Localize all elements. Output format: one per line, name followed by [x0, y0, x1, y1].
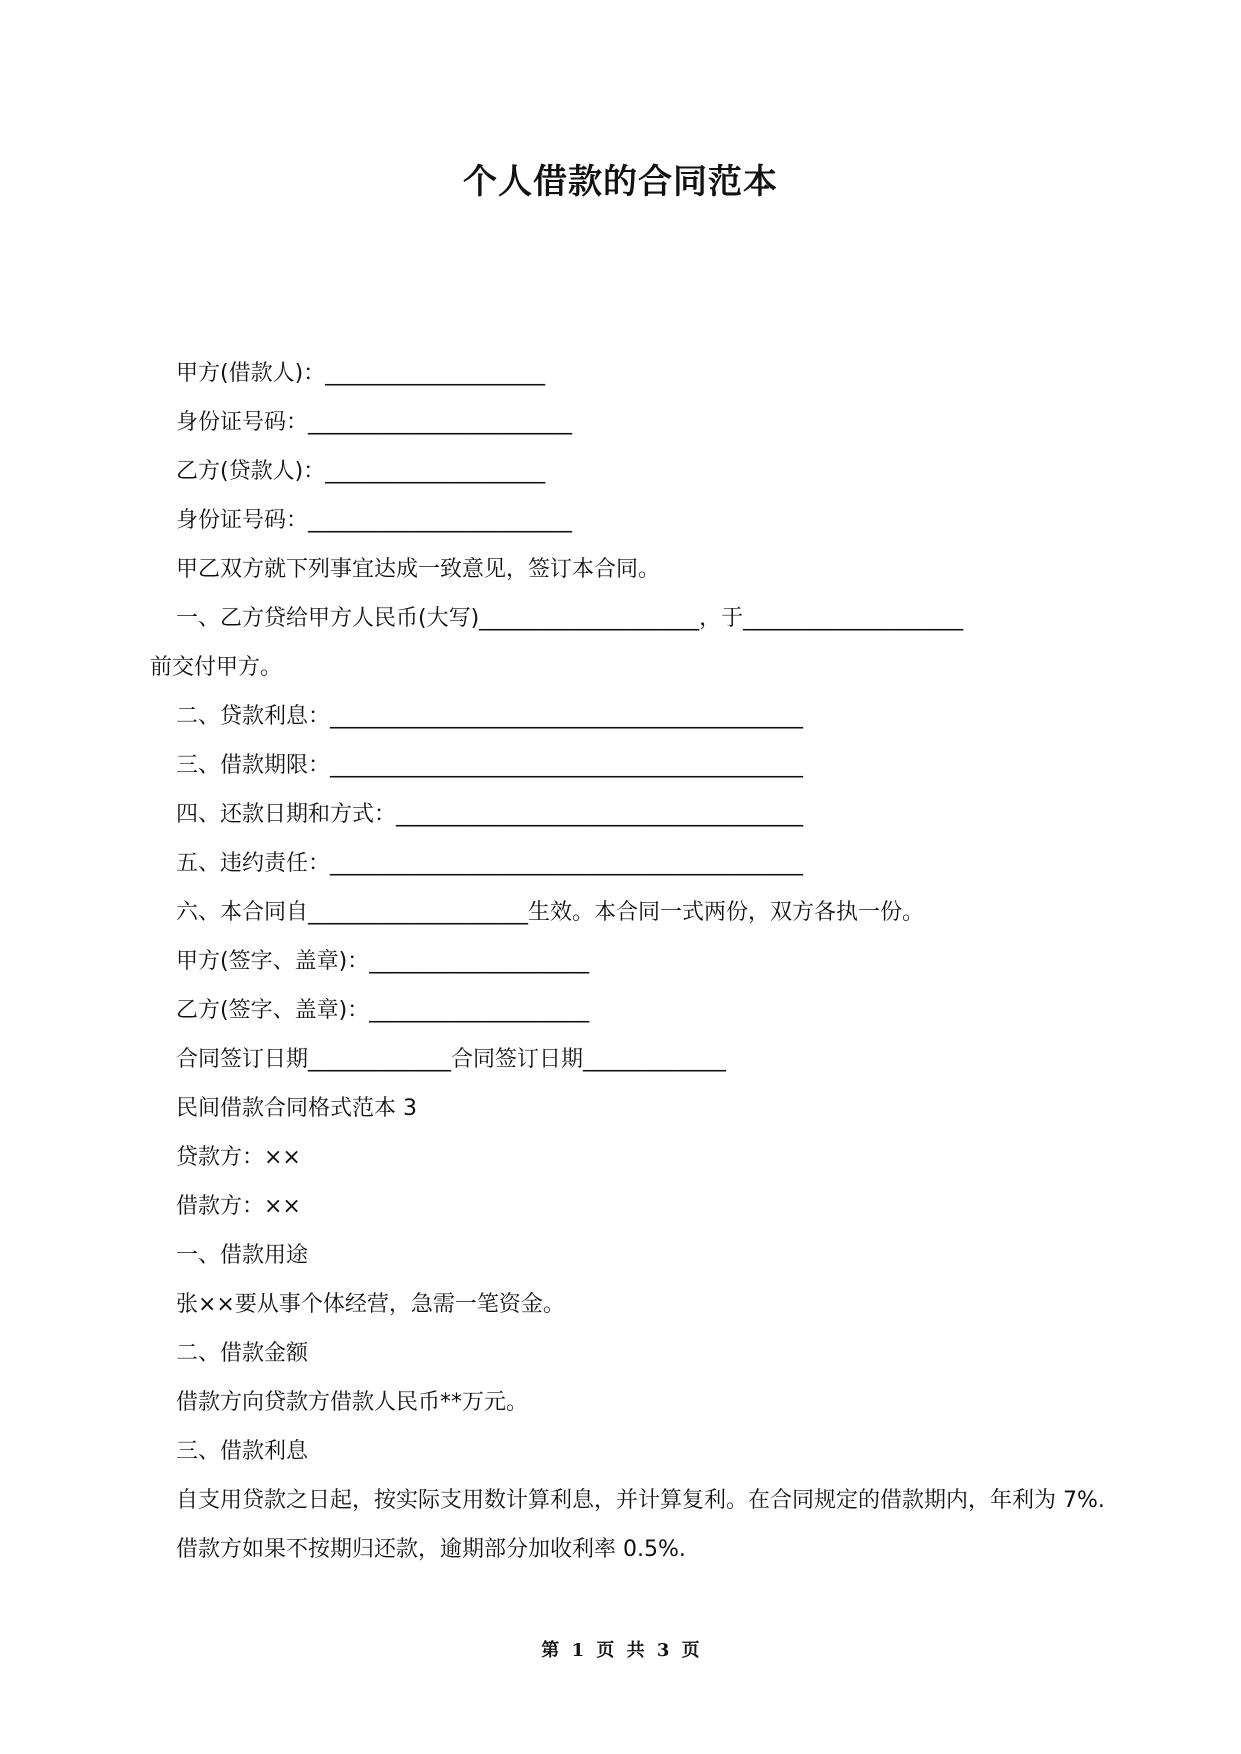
paragraph-line: 五、违约责任：___________________________________________: [176, 851, 804, 876]
paragraph-line: 合同签订日期_____________合同签订日期_____________: [176, 1047, 727, 1072]
paragraph-line: 借款方向贷款方借款人民币**万元。: [176, 1390, 529, 1415]
paragraph-line: 甲乙双方就下列事宜达成一致意见，签订本合同。: [176, 557, 661, 582]
paragraph-line: 甲方(借款人)：____________________: [176, 361, 546, 386]
paragraph-line: 借款方：××: [176, 1194, 301, 1219]
paragraph-line: 三、借款利息: [176, 1439, 309, 1464]
paragraph-line: 身份证号码：________________________: [176, 508, 573, 533]
paragraph-line: 一、乙方贷给甲方人民币(大写)____________________，于____________________: [176, 606, 964, 631]
paragraph-line: 六、本合同自____________________生效。本合同一式两份，双方各执一份。: [176, 900, 925, 925]
paragraph-line: 二、贷款利息：___________________________________________: [176, 704, 804, 729]
paragraph-line: 四、还款日期和方式：_____________________________________: [176, 802, 804, 827]
paragraph-line: 民间借款合同格式范本 3: [176, 1096, 417, 1121]
paragraph-line: 前交付甲方。: [150, 655, 283, 680]
page-number-footer: 第 1 页 共 3 页: [541, 1640, 700, 1661]
document-title: 个人借款的合同范本: [463, 162, 778, 202]
paragraph-line: 张××要从事个体经营，急需一笔资金。: [176, 1292, 565, 1317]
paragraph-line: 一、借款用途: [176, 1243, 309, 1268]
paragraph-line: 三、借款期限：___________________________________________: [176, 753, 804, 778]
paragraph-line: 贷款方：××: [176, 1145, 301, 1170]
paragraph-line: 二、借款金额: [176, 1341, 309, 1366]
document-body: [150, 349, 1110, 1574]
paragraph-line: 乙方(签字、盖章)：____________________: [176, 998, 590, 1023]
paragraph-line: 甲方(签字、盖章)：____________________: [176, 949, 590, 974]
paragraph-line: 身份证号码：________________________: [176, 410, 573, 435]
interest-paragraph: 自支用贷款之日起，按实际支用数计算利息，并计算复利。在合同规定的借款期内，年利为 7%. 借款方如果不按期归还款，逾期部分加收利率 0.5%.: [176, 1488, 1105, 1562]
paragraph-line: 乙方(贷款人)：____________________: [176, 459, 546, 484]
